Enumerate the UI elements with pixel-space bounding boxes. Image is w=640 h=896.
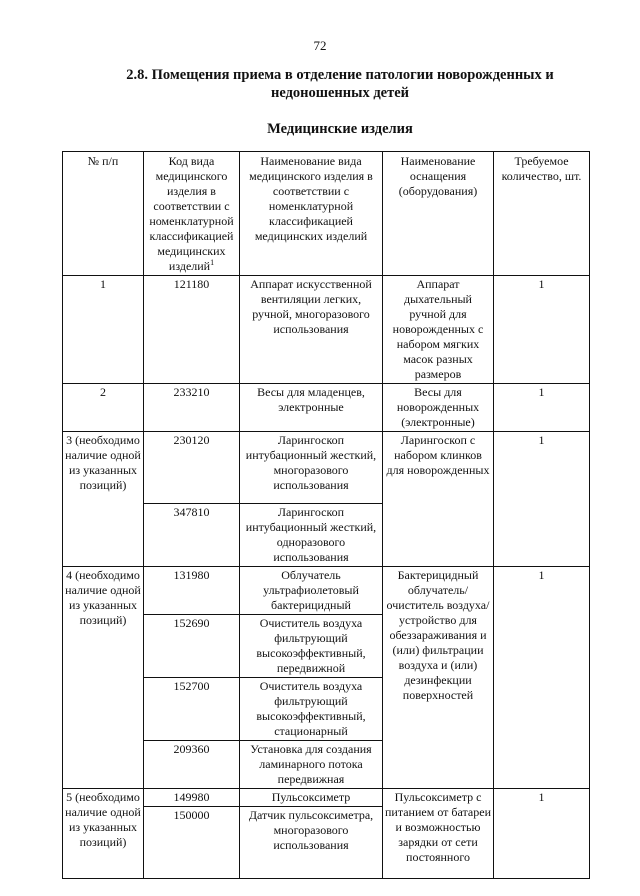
row-code: 209360: [144, 741, 240, 789]
row-qty: 1: [494, 789, 590, 879]
row-equipment: Ларингоскоп с набором клинков для новорожденных: [383, 432, 494, 567]
row-name: Весы для младенцев, электронные: [240, 384, 383, 432]
row-equipment: Бактерицидный облучатель/ очиститель воздуха/ устройство для обеззараживания и (или) фильтрации воздуха и (или) дезинфекции поверхностей: [383, 567, 494, 789]
row-code: 230120: [144, 432, 240, 504]
row-num: 3 (необходимо наличие одной из указанных позиций): [63, 432, 144, 567]
header-equipment: Наименование оснащения (оборудования): [383, 152, 494, 276]
row-name: Установка для создания ламинарного потока передвижная: [240, 741, 383, 789]
row-equipment: Пульсоксиметр с питанием от батареи и возможностью зарядки от сети постоянного: [383, 789, 494, 879]
row-qty: 1: [494, 567, 590, 789]
header-num: № п/п: [63, 152, 144, 276]
row-code: 150000: [144, 807, 240, 879]
row-equipment: Весы для новорожденных (электронные): [383, 384, 494, 432]
row-name: Ларингоскоп интубационный жесткий, одноразового использования: [240, 504, 383, 567]
row-num: 4 (необходимо наличие одной из указанных позиций): [63, 567, 144, 789]
row-name: Ларингоскоп интубационный жесткий, многоразового использования: [240, 432, 383, 504]
row-code: 121180: [144, 276, 240, 384]
row-code: 149980: [144, 789, 240, 807]
row-qty: 1: [494, 384, 590, 432]
row-name: Датчик пульсоксиметра, многоразового использования: [240, 807, 383, 879]
row-num: 5 (необходимо наличие одной из указанных позиций): [63, 789, 144, 879]
subtitle: Медицинские изделия: [267, 121, 413, 137]
row-num: 2: [63, 384, 144, 432]
row-code: 347810: [144, 504, 240, 567]
section-title: 2.8. Помещения приема в отделение патологии новорожденных и недоношенных детей: [126, 67, 554, 101]
row-code: 131980: [144, 567, 240, 615]
header-code: [144, 152, 240, 276]
header-name: Наименование вида медицинского изделия в соответствии с номенклатурной классификацией медицинских изделий: [240, 152, 383, 276]
header-code-text: Код вида медицинского изделия в соответствии с номенклатурной классификацией медицинских изделий: [149, 154, 234, 273]
row-equipment: Аппарат дыхательный ручной для новорожденных с набором мягких масок разных размеров: [383, 276, 494, 384]
row-code: 152700: [144, 678, 240, 741]
header-qty: Требуемое количество, шт.: [494, 152, 590, 276]
row-qty: 1: [494, 432, 590, 567]
row-name: Очиститель воздуха фильтрующий высокоэффективный, стационарный: [240, 678, 383, 741]
row-name: Пульсоксиметр: [240, 789, 383, 807]
row-name: Облучатель ультрафиолетовый бактерицидный: [240, 567, 383, 615]
row-name: Очиститель воздуха фильтрующий высокоэффективный, передвижной: [240, 615, 383, 678]
row-code: 233210: [144, 384, 240, 432]
footnote-marker: 1: [210, 258, 215, 267]
row-code: 152690: [144, 615, 240, 678]
row-num: 1: [63, 276, 144, 384]
row-name: Аппарат искусственной вентиляции легких, ручной, многоразового использования: [240, 276, 383, 384]
row-qty: 1: [494, 276, 590, 384]
page-number: 72: [313, 38, 327, 53]
equipment-table: [62, 151, 590, 879]
